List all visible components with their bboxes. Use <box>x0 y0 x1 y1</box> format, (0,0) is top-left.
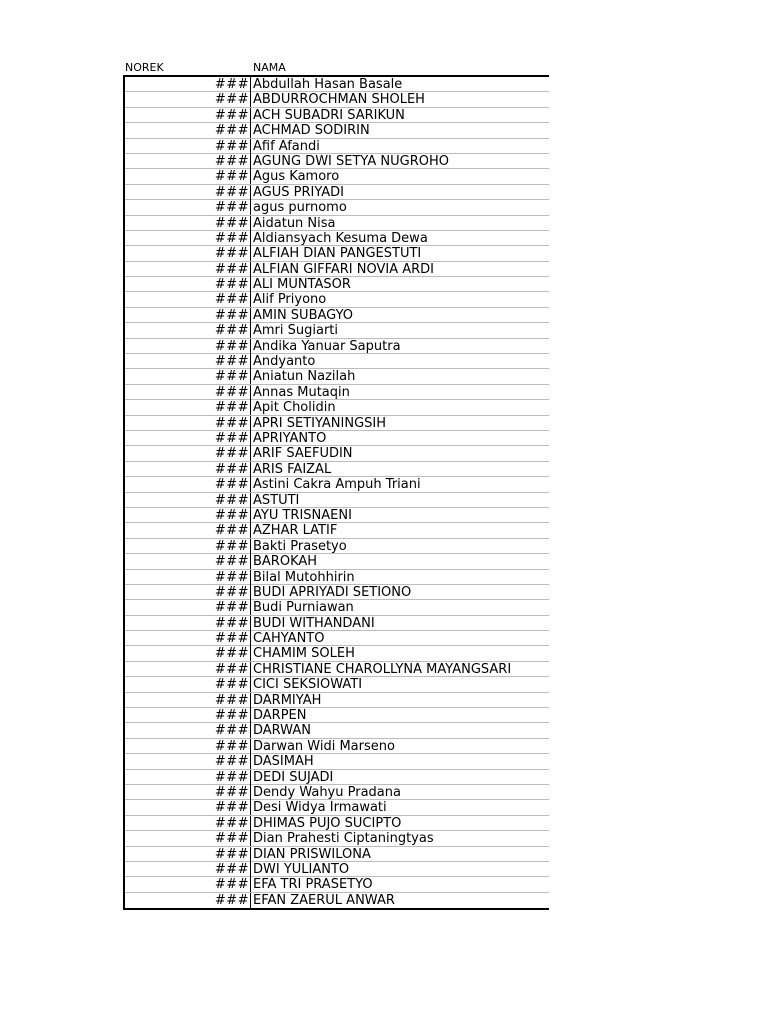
table-row <box>125 631 549 646</box>
table-row <box>125 785 549 800</box>
table-row <box>125 339 549 354</box>
cell-norek[interactable]: ### <box>125 462 251 477</box>
cell-norek[interactable]: ### <box>125 339 251 354</box>
cell-nama[interactable]: ARIS FAIZAL <box>253 461 332 477</box>
cell-norek[interactable]: ### <box>125 739 251 754</box>
cell-nama[interactable]: Abdullah Hasan Basale <box>253 77 403 92</box>
cell-norek[interactable]: ### <box>125 185 251 200</box>
cell-norek[interactable]: ### <box>125 600 251 615</box>
table-row <box>125 292 549 307</box>
cell-nama[interactable]: Andika Yanuar Saputra <box>253 338 401 354</box>
table-row <box>125 508 549 523</box>
cell-norek[interactable]: ### <box>125 323 251 338</box>
cell-nama[interactable]: AYU TRISNAENI <box>253 507 352 523</box>
table-row <box>125 262 549 277</box>
cell-nama[interactable]: Darwan Widi Marseno <box>253 738 395 754</box>
cell-norek[interactable]: ### <box>125 108 251 123</box>
cell-nama[interactable]: Aniatun Nazilah <box>253 369 356 385</box>
cell-norek[interactable]: ### <box>125 308 251 323</box>
cell-norek[interactable]: ### <box>125 570 251 585</box>
table-row <box>125 154 549 169</box>
cell-nama[interactable]: CHAMIM SOLEH <box>253 646 355 662</box>
cell-nama[interactable]: ALFIAN GIFFARI NOVIA ARDI <box>253 261 435 277</box>
table-row <box>125 862 549 877</box>
table-row <box>125 539 549 554</box>
cell-norek[interactable]: ### <box>125 169 251 184</box>
cell-nama[interactable]: Astini Cakra Ampuh Triani <box>253 477 421 493</box>
table-row <box>125 77 549 92</box>
cell-norek[interactable]: ### <box>125 400 251 415</box>
table-row <box>125 308 549 323</box>
cell-nama[interactable]: Aldiansyach Kesuma Dewa <box>253 230 428 246</box>
table-row <box>125 831 549 846</box>
table-row <box>125 800 549 815</box>
cell-norek[interactable]: ### <box>125 631 251 646</box>
table-row <box>125 616 549 631</box>
cell-norek[interactable]: ### <box>125 693 251 708</box>
table-row <box>125 770 549 785</box>
table-row <box>125 323 549 338</box>
cell-norek[interactable]: ### <box>125 554 251 569</box>
cell-nama[interactable]: Budi Purniawan <box>253 600 354 616</box>
table-row <box>125 646 549 661</box>
cell-nama[interactable]: ACHMAD SODIRIN <box>253 123 370 139</box>
table-row <box>125 462 549 477</box>
cell-norek[interactable]: ### <box>125 662 251 677</box>
table-row <box>125 677 549 692</box>
cell-norek[interactable]: ### <box>125 646 251 661</box>
table-row <box>125 723 549 738</box>
cell-norek[interactable]: ### <box>125 354 251 369</box>
cell-nama[interactable]: Andyanto <box>253 354 316 370</box>
cell-norek[interactable]: ### <box>125 708 251 723</box>
cell-norek[interactable]: ### <box>125 216 251 231</box>
table-row <box>125 108 549 123</box>
cell-nama[interactable]: BUDI WITHANDANI <box>253 615 375 631</box>
cell-norek[interactable]: ### <box>125 369 251 384</box>
column-header-norek: NOREK <box>125 61 164 74</box>
table-row <box>125 554 549 569</box>
table-row <box>125 123 549 138</box>
cell-nama[interactable]: CAHYANTO <box>253 631 325 647</box>
cell-nama[interactable]: AGUNG DWI SETYA NUGROHO <box>253 153 449 169</box>
cell-nama[interactable]: EFA TRI PRASETYO <box>253 877 373 893</box>
cell-nama[interactable]: EFAN ZAERUL ANWAR <box>253 892 395 908</box>
cell-norek[interactable]: ### <box>125 292 251 307</box>
cell-norek[interactable]: ### <box>125 493 251 508</box>
cell-nama[interactable]: Dendy Wahyu Pradana <box>253 784 401 800</box>
table-row <box>125 585 549 600</box>
cell-nama[interactable]: Annas Mutaqin <box>253 384 350 400</box>
cell-norek[interactable]: ### <box>125 616 251 631</box>
cell-nama[interactable]: agus purnomo <box>253 200 347 216</box>
cell-nama[interactable]: Alif Priyono <box>253 292 327 308</box>
cell-norek[interactable]: ### <box>125 200 251 215</box>
table-row <box>125 92 549 107</box>
cell-norek[interactable]: ### <box>125 262 251 277</box>
cell-nama[interactable]: Apit Cholidin <box>253 400 336 416</box>
table-row <box>125 708 549 723</box>
cell-norek[interactable]: ### <box>125 893 251 908</box>
cell-nama[interactable]: ACH SUBADRI SARIKUN <box>253 107 405 123</box>
table-row <box>125 662 549 677</box>
cell-nama[interactable]: Bilal Mutohhirin <box>253 569 355 585</box>
header-row <box>123 60 549 75</box>
cell-nama[interactable]: DARMIYAH <box>253 692 322 708</box>
cell-nama[interactable]: Dian Prahesti Ciptaningtyas <box>253 831 434 847</box>
cell-nama[interactable]: Bakti Prasetyo <box>253 538 347 554</box>
table-row <box>125 523 549 538</box>
cell-norek[interactable]: ### <box>125 785 251 800</box>
cell-norek[interactable]: ### <box>125 246 251 261</box>
cell-nama[interactable]: CHRISTIANE CHAROLLYNA MAYANGSARI <box>253 661 512 677</box>
cell-norek[interactable]: ### <box>125 585 251 600</box>
cell-norek[interactable]: ### <box>125 847 251 862</box>
cell-nama[interactable]: DWI YULIANTO <box>253 861 350 877</box>
table-row <box>125 600 549 615</box>
cell-norek[interactable]: ### <box>125 277 251 292</box>
cell-nama[interactable]: DHIMAS PUJO SUCIPTO <box>253 815 402 831</box>
data-table <box>123 75 549 910</box>
table-row <box>125 877 549 892</box>
cell-nama[interactable]: DEDI SUJADI <box>253 769 334 785</box>
cell-nama[interactable]: APRI SETIYANINGSIH <box>253 415 387 431</box>
cell-norek[interactable]: ### <box>125 416 251 431</box>
table-row <box>125 169 549 184</box>
cell-nama[interactable]: BAROKAH <box>253 554 318 570</box>
cell-nama[interactable]: ASTUTI <box>253 492 300 508</box>
cell-nama[interactable]: Desi Widya Irmawati <box>253 800 387 816</box>
cell-nama[interactable]: AGUS PRIYADI <box>253 184 345 200</box>
table-row <box>125 570 549 585</box>
cell-norek[interactable]: ### <box>125 800 251 815</box>
cell-norek[interactable]: ### <box>125 677 251 692</box>
cell-norek[interactable]: ### <box>125 723 251 738</box>
cell-norek[interactable]: ### <box>125 231 251 246</box>
cell-norek[interactable]: ### <box>125 508 251 523</box>
cell-nama[interactable]: DARPEN <box>253 708 307 724</box>
table-row <box>125 847 549 862</box>
cell-norek[interactable]: ### <box>125 139 251 154</box>
cell-nama[interactable]: Amri Sugiarti <box>253 323 339 339</box>
cell-norek[interactable]: ### <box>125 77 251 92</box>
cell-norek[interactable]: ### <box>125 92 251 107</box>
cell-norek[interactable]: ### <box>125 539 251 554</box>
cell-nama[interactable]: BUDI APRIYADI SETIONO <box>253 584 412 600</box>
cell-norek[interactable]: ### <box>125 123 251 138</box>
table-row <box>125 493 549 508</box>
cell-norek[interactable]: ### <box>125 431 251 446</box>
cell-norek[interactable]: ### <box>125 831 251 846</box>
table-row <box>125 385 549 400</box>
table-row <box>125 431 549 446</box>
table-row <box>125 754 549 769</box>
cell-norek[interactable]: ### <box>125 862 251 877</box>
cell-nama[interactable]: CICI SEKSIOWATI <box>253 677 363 693</box>
table-row <box>125 231 549 246</box>
cell-norek[interactable]: ### <box>125 477 251 492</box>
table-row <box>125 416 549 431</box>
cell-nama[interactable]: DARWAN <box>253 723 311 739</box>
table-row <box>125 739 549 754</box>
cell-nama[interactable]: ALI MUNTASOR <box>253 277 351 293</box>
cell-nama[interactable]: AMIN SUBAGYO <box>253 307 354 323</box>
table-row <box>125 139 549 154</box>
table-row <box>125 277 549 292</box>
cell-nama[interactable]: DASIMAH <box>253 754 314 770</box>
cell-nama[interactable]: Afif Afandi <box>253 138 320 154</box>
cell-norek[interactable]: ### <box>125 385 251 400</box>
table-row <box>125 400 549 415</box>
table-row <box>125 354 549 369</box>
table-row <box>125 369 549 384</box>
table-row <box>125 816 549 831</box>
cell-norek[interactable]: ### <box>125 154 251 169</box>
table-row <box>125 200 549 215</box>
cell-norek[interactable]: ### <box>125 770 251 785</box>
cell-nama[interactable]: APRIYANTO <box>253 430 327 446</box>
cell-nama[interactable]: DIAN PRISWILONA <box>253 846 371 862</box>
table-row <box>125 693 549 708</box>
cell-nama[interactable]: AZHAR LATIF <box>253 523 338 539</box>
table-row <box>125 185 549 200</box>
cell-nama[interactable]: Aidatun Nisa <box>253 215 336 231</box>
cell-norek[interactable]: ### <box>125 523 251 538</box>
table-row <box>125 246 549 261</box>
table-row <box>125 477 549 492</box>
cell-nama[interactable]: Agus Kamoro <box>253 169 340 185</box>
cell-nama[interactable]: ALFIAH DIAN PANGESTUTI <box>253 246 422 262</box>
table-row <box>125 216 549 231</box>
cell-norek[interactable]: ### <box>125 816 251 831</box>
table-row <box>125 446 549 461</box>
cell-nama[interactable]: ABDURROCHMAN SHOLEH <box>253 92 425 108</box>
cell-norek[interactable]: ### <box>125 877 251 892</box>
column-header-nama: NAMA <box>253 61 286 74</box>
cell-nama[interactable]: ARIF SAEFUDIN <box>253 446 353 462</box>
cell-norek[interactable]: ### <box>125 754 251 769</box>
table-row <box>125 893 549 908</box>
cell-norek[interactable]: ### <box>125 446 251 461</box>
spreadsheet <box>123 60 549 910</box>
